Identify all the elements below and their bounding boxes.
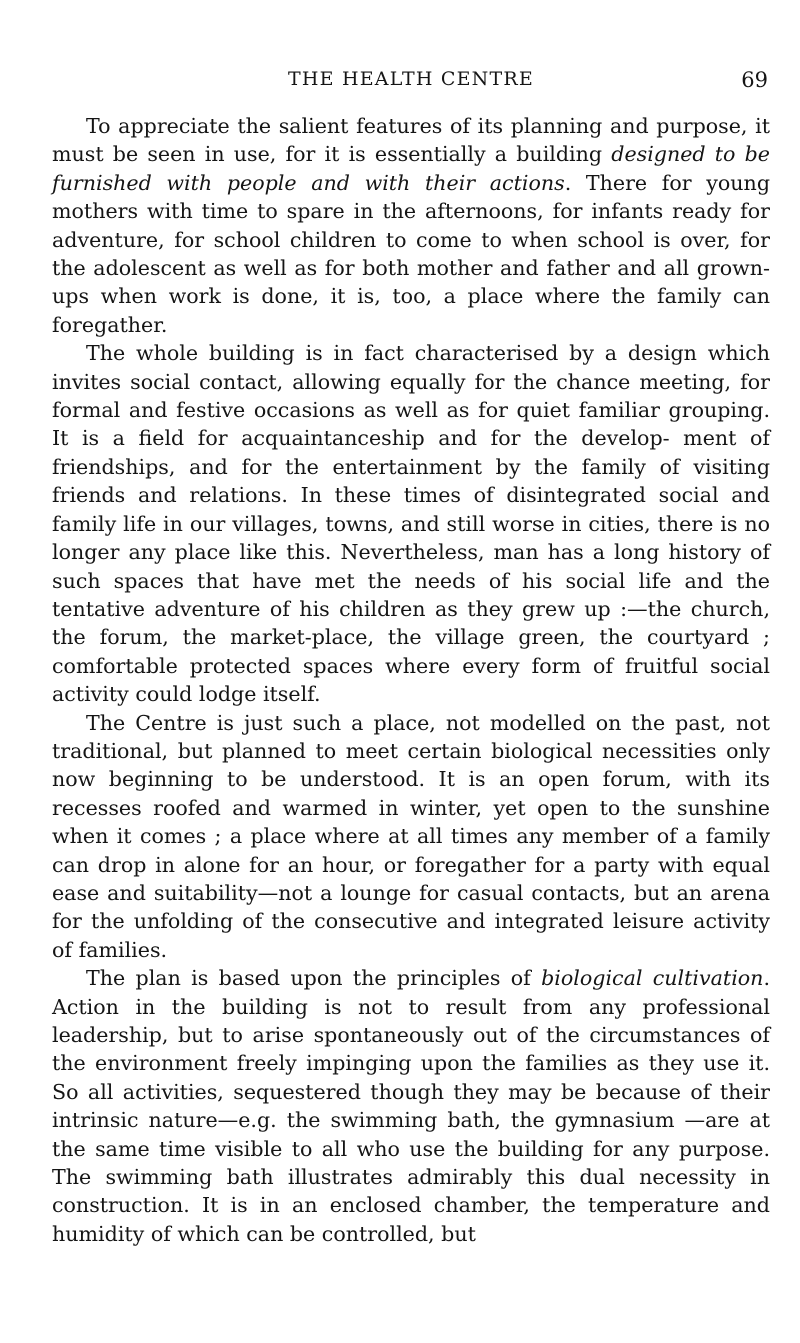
body-text — [52, 112, 770, 1248]
paragraph-1-italic-phrase: designed to be furnished with people and with their actions — [52, 142, 770, 195]
paragraph-1-text-start: To appreciate the salient features of its planning and purpose, it must be seen in use, for it is essentially a building — [52, 114, 770, 167]
paragraph-3: The Centre is just such a place, not modelled on the past, not traditional, but planned to meet certain biological necessities only now beginning to be understood. It is an open forum, with its recesses roofed and warmed in winter, yet open to the sunshine when it comes ; a place where at all times any member of a family can drop in alone for an hour, or foregather for a party with equal ease and suitability—not a lounge for casual contacts, but an arena for the unfolding of the consecutive and integrated leisure activity of families. — [52, 710, 770, 962]
paragraph-4-italic-phrase: biological cultivation — [541, 966, 764, 991]
paragraph-1-text-end: . There for young mothers with time to spare in the afternoons, for infants ready for adventure, for school children to come to when school is over, for the adolescent as well as for both mother and father and all grown-ups when work is done, it is, too, a place where the family can foregather. — [52, 170, 770, 337]
paragraph-4-text-start: The plan is based upon the principles of — [86, 966, 542, 991]
running-title: THE HEALTH CENTRE — [288, 68, 534, 90]
paragraph-4 — [52, 964, 770, 1248]
book-page — [52, 68, 770, 1248]
paragraph-1 — [52, 112, 770, 339]
paragraph-2: The whole building is in fact characterised by a design which invites social contact, allowing equally for the chance meeting, for formal and festive occasions as well as for quiet familiar grouping. It is a field for acquaintanceship and for the develop- ment of friendships, and for the entertainment by the family of visiting friends and relations. In these times of disintegrated social and family life in our villages, towns, and still worse in cities, there is no longer any place like this. Nevertheless, man has a long history of such spaces that have met the needs of his social life and the tentative adventure of his children as they grew up :—the church, the forum, the market-place, the village green, the courtyard ; comfortable protected spaces where every form of fruitful social activity could lodge itself. — [52, 341, 770, 707]
page-number: 69 — [741, 68, 768, 92]
running-header — [52, 68, 770, 102]
paragraph-4-text-end: . Action in the building is not to result from any professional leadership, but to arise spontaneously out of the circumstances of the environment freely impinging upon the families as they use it. So all activities, sequestered though they may be because of their intrinsic nature—e.g. the swimming bath, the gymnasium —are at the same time visible to all who use the building for any purpose. The swimming bath illustrates admirably this dual necessity in construction. It is in an enclosed chamber, the temperature and humidity of which can be controlled, but — [52, 966, 770, 1246]
